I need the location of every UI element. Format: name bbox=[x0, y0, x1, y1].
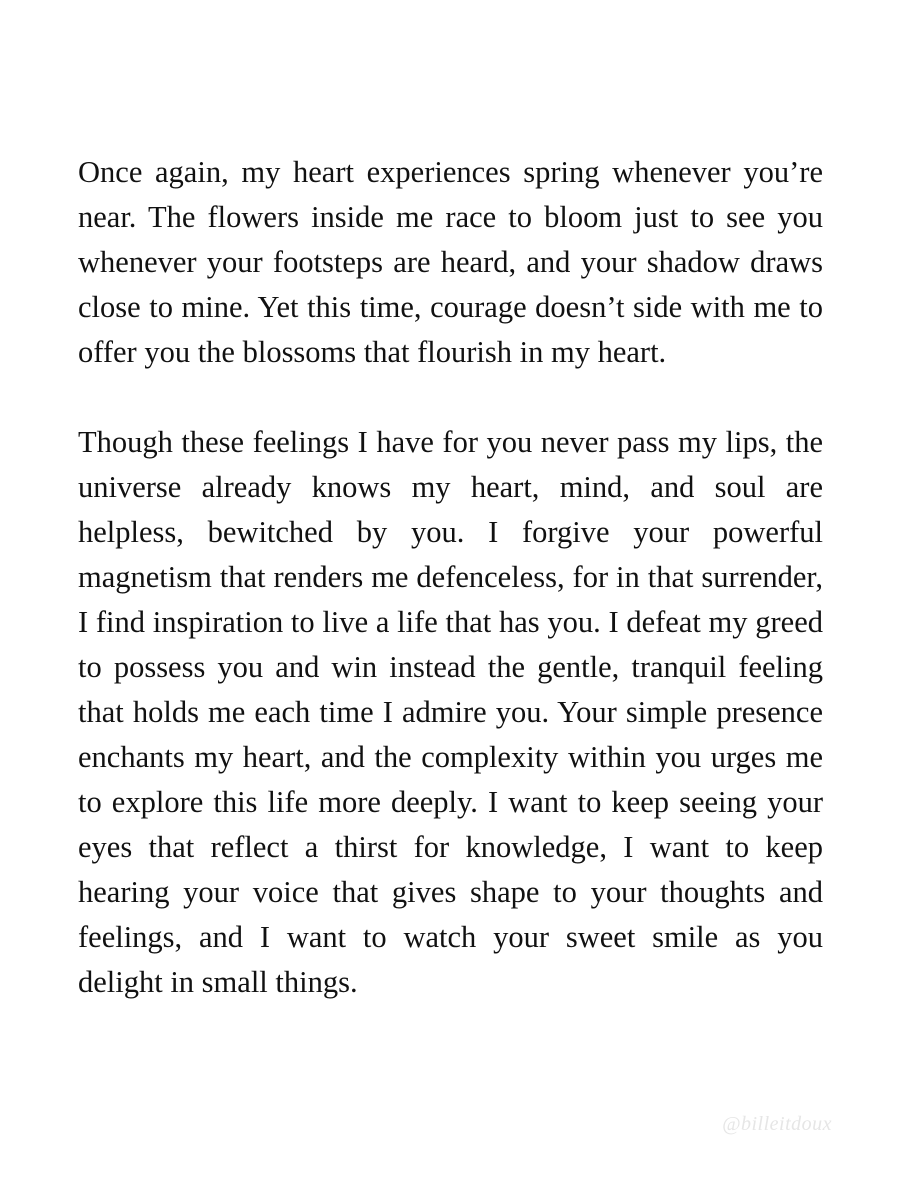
paragraph-1: Once again, my heart experiences spring whenever you’re near. The flowers inside me race to bloom just to see you whenever your footsteps are heard, and your shadow draws close to mine. Yet this time, courage doesn’t side with me to offer you the blossoms that flourish in my heart. bbox=[78, 155, 823, 369]
watermark: @billeitdoux bbox=[722, 1113, 832, 1135]
text-block bbox=[78, 150, 823, 1005]
paragraph-2: Though these feelings I have for you never pass my lips, the universe already knows my heart, mind, and soul are helpless, bewitched by you. I forgive your powerful magnetism that renders me defenceless, for in that surrender, I find inspiration to live a life that has you. I defeat my greed to possess you and win instead the gentle, tranquil feeling that holds me each time I admire you. Your simple presence enchants my heart, and the complexity within you urges me to explore this life more deeply. I want to keep seeing your eyes that reflect a thirst for knowledge, I want to keep hearing your voice that gives shape to your thoughts and feelings, and I want to watch your sweet smile as you delight in small things. bbox=[78, 425, 823, 999]
